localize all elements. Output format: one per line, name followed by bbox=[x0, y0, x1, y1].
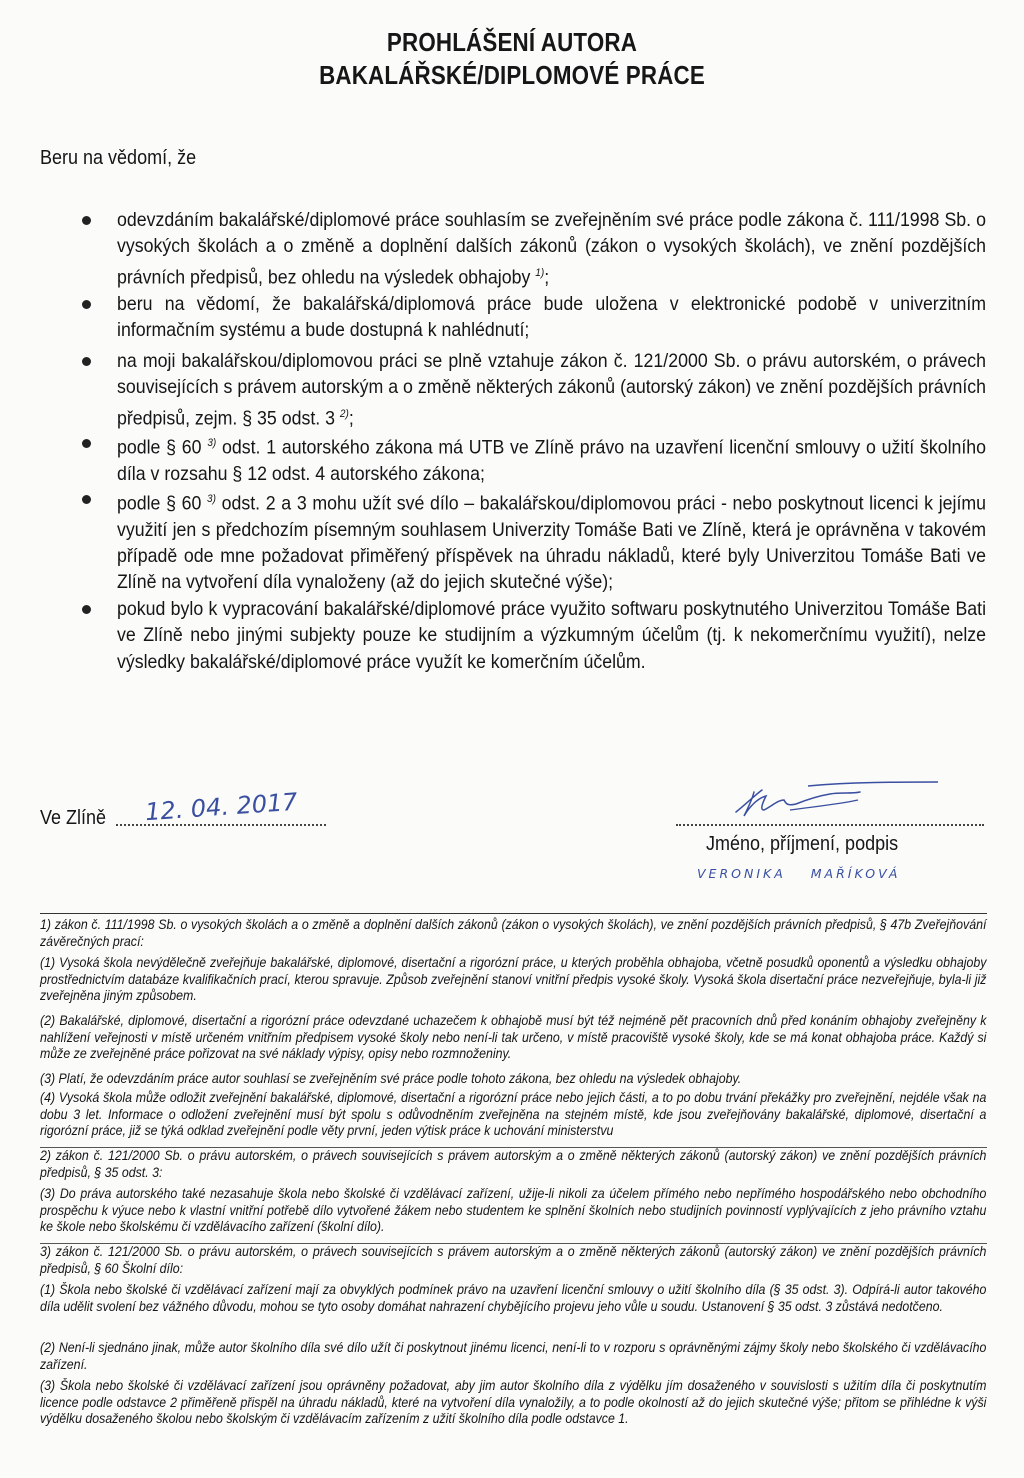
intro-text: Beru na vědomí, že bbox=[40, 147, 197, 169]
bullet-icon bbox=[82, 439, 91, 448]
bullet-icon bbox=[82, 216, 91, 225]
list-item-text-end: odst. 1 autorského zákona má UTB ve Zlíně právo na uzavření licenční smlouvy o užití školního díla v rozsahu § 12 odst. 4 autorského zákona; bbox=[117, 436, 987, 485]
list-item-text: beru na vědomí, že bakalářská/diplomová práce bude uložena v elektronické podobě v univerzitním informačním systému a bude dostupná k nahlédnutí; bbox=[117, 293, 987, 342]
footnote-ref: 1) bbox=[535, 266, 545, 279]
handwritten-signature bbox=[730, 770, 960, 830]
footnote-ref: 3) bbox=[207, 493, 216, 505]
date-handwritten: 12. 04. 2017 bbox=[144, 787, 299, 827]
footnote: (4) Vysoká škola může odložit zveřejnění bakalářské, diplomové, disertační a rigorózní práce nebo jejich části, a to po dobu trvání překážky pro zveřejnění, nejdéle však na dobu 3 let. Informace o odložení zveřejnění musí být spolu s odůvodněním zveřejněna na stejném místě, kde jsou zveřejňovány bakalářské, diplomové, disertační a rigorózní práce, již se týká odklad zveřejnění podle věty první, jeden výtisk práce k uchování ministerstvu bbox=[40, 1090, 987, 1139]
footnote: (3) Škola nebo školské či vzdělávací zařízení jsou oprávněny požadovat, aby jim autor školního díla z výdělku jím dosaženého v souvislosti s užitím díla či poskytnutím licence podle odstavce 2 přiměřeně přispěl na úhradu nákladů, které na vytvoření díla vynaložily, a to podle okolností až do jejich skutečné výše; přitom se přihlédne k výši výdělku dosaženého školou nebo školským či vzdělávacím zařízením z užití školního díla podle odstavce 1. bbox=[40, 1378, 987, 1427]
list-item-text-end: ; bbox=[348, 407, 354, 430]
bullet-icon bbox=[82, 495, 91, 504]
footnote: (1) Vysoká škola nevýdělečně zveřejňuje bakalářské, diplomové, disertační a rigorózní práce, u kterých proběhla obhajoba, včetně posudků oponentů a výsledku obhajoby prostřednictvím databáze kvalifikačních prací, kterou spravuje. Způsob zveřejnění stanoví vnitřní předpis vysoké školy. Vysoká škola disertační práce nezveřejňuje, byla-li již zveřejněna jiným způsobem. bbox=[40, 955, 987, 1004]
list-item-text: odevzdáním bakalářské/diplomové práce souhlasím se zveřejněním své práce podle zákona č. 111/1998 Sb. o vysokých školách a o změně a doplnění dalších zákonů (zákon o vysokých školách), ve znění pozdějších právních předpisů, bez ohledu na výsledek obhajoby bbox=[117, 209, 987, 289]
list-item-text: podle § 60 bbox=[117, 436, 202, 459]
footnote: 1) zákon č. 111/1998 Sb. o vysokých školách a o změně a doplnění dalších zákonů (zákon o vysokých školách), ve znění pozdějších právních předpisů, § 47b Zveřejňování závěrečných prací: bbox=[40, 917, 987, 949]
bullet-icon bbox=[82, 605, 91, 614]
footnote: (3) Platí, že odevzdáním práce autor souhlasí se zveřejněním své práce podle tohoto zákona, bez ohledu na výsledek obhajoby. bbox=[40, 1071, 742, 1086]
footnote: 3) zákon č. 121/2000 Sb. o právu autorském, o právech souvisejících s právem autorským a o změně některých zákonů (autorský zákon) ve znění pozdějších právních předpisů, § 60 Školní dílo: bbox=[40, 1244, 987, 1276]
footnote-ref: 2) bbox=[339, 407, 349, 420]
list-item-text: na moji bakalářskou/diplomovou práci se plně vztahuje zákon č. 121/2000 Sb. o právu autorském, o právech souvisejících s právem autorským a o změně některých zákonů (autorský zákon) ve znění pozdějších právních předpisů, zejm. § 35 odst. 3 bbox=[117, 350, 987, 430]
footnote-divider bbox=[40, 913, 987, 914]
list-item-text: podle § 60 bbox=[117, 492, 202, 515]
bullet-icon bbox=[82, 357, 91, 366]
footnote: 2) zákon č. 121/2000 Sb. o právu autorském, o právech souvisejících s právem autorským a o změně některých zákonů (autorský zákon) ve znění pozdějších právních předpisů, § 35 odst. 3: bbox=[40, 1148, 987, 1180]
bullet-icon bbox=[82, 300, 91, 309]
footnote: (2) Není-li sjednáno jinak, může autor školního díla své dílo užít či poskytnout jinému licenci, není-li to v rozporu s oprávněnými zájmy školy nebo školského či vzdělávacího zařízení. bbox=[40, 1340, 987, 1372]
place-label: Ve Zlíně bbox=[40, 807, 107, 829]
footnote: (1) Škola nebo školské či vzdělávací zařízení mají za obvyklých podmínek právo na uzavření licenční smlouvy o užití školního díla (§ 35 odst. 3). Odpírá-li autor takového díla udělit svolení bez vážného důvodu, mohou se tyto osoby domáhat nahrazení chybějícího projevu jeho vůle u soudu. Ustanovení § 35 odst. 3 zůstává nedotčeno. bbox=[40, 1282, 987, 1314]
name-handwritten: VERONIKA MAŘÍKOVÁ bbox=[697, 866, 901, 881]
signature-area bbox=[0, 770, 1024, 900]
footnote: (3) Do práva autorského také nezasahuje škola nebo školské či vzdělávací zařízení, užije-li nikoli za účelem přímého nebo nepřímého hospodářského nebo obchodního prospěchu k výuce nebo k vlastní vnitřní potřebě dílo vytvořené žákem nebo studentem ke splnění školních nebo studijních povinností vyplývajících z jeho právního vztahu ke škole nebo školskému či vzdělávacího zařízení (školní dílo). bbox=[40, 1186, 987, 1235]
footnote: (2) Bakalářské, diplomové, disertační a rigorózní práce odevzdané uchazečem k obhajobě musí být též nejméně pět pracovních dnů před konáním obhajoby zveřejněny k nahlížení veřejnosti v místě určeném vnitřním předpisem vysoké školy nebo není-li tak určeno, v místě pracoviště vysoké školy, kde se má konat obhajoba práce. Každý si může ze zveřejněné práce pořizovat na své náklady výpisy, opisy nebo rozmnoženiny. bbox=[40, 1013, 987, 1062]
list-item-text-end: ; bbox=[544, 266, 550, 289]
page-subtitle: BAKALÁŘSKÉ/DIPLOMOVÉ PRÁCE bbox=[319, 60, 705, 90]
page-title: PROHLÁŠENÍ AUTORA bbox=[386, 27, 638, 57]
list-item-text: pokud bylo k vypracování bakalářské/diplomové práce využito softwaru poskytnutého Univerzitou Tomáše Bati ve Zlíně nebo jinými subjekty pouze ke studijním a výzkumným účelům (tj. k nekomerčnímu využití), nelze výsledky bakalářské/diplomové práce využít ke komerčním účelům. bbox=[117, 598, 987, 673]
signature-label: Jméno, příjmení, podpis bbox=[706, 833, 899, 855]
footnote-ref: 3) bbox=[207, 437, 217, 449]
list-item-text-end: odst. 2 a 3 mohu užít své dílo – bakalářskou/diplomovou práci - nebo poskytnout licenci k jejímu využití jen s předchozím písemným souhlasem Univerzity Tomáše Bati ve Zlíně, která je oprávněna v takovém případě ode mne požadovat přiměřený příspěvek na úhradu nákladů, které byly Univerzitou Tomáše Bati ve Zlíně na vytvoření díla vynaloženy (až do jejich skutečné výše); bbox=[117, 492, 987, 594]
